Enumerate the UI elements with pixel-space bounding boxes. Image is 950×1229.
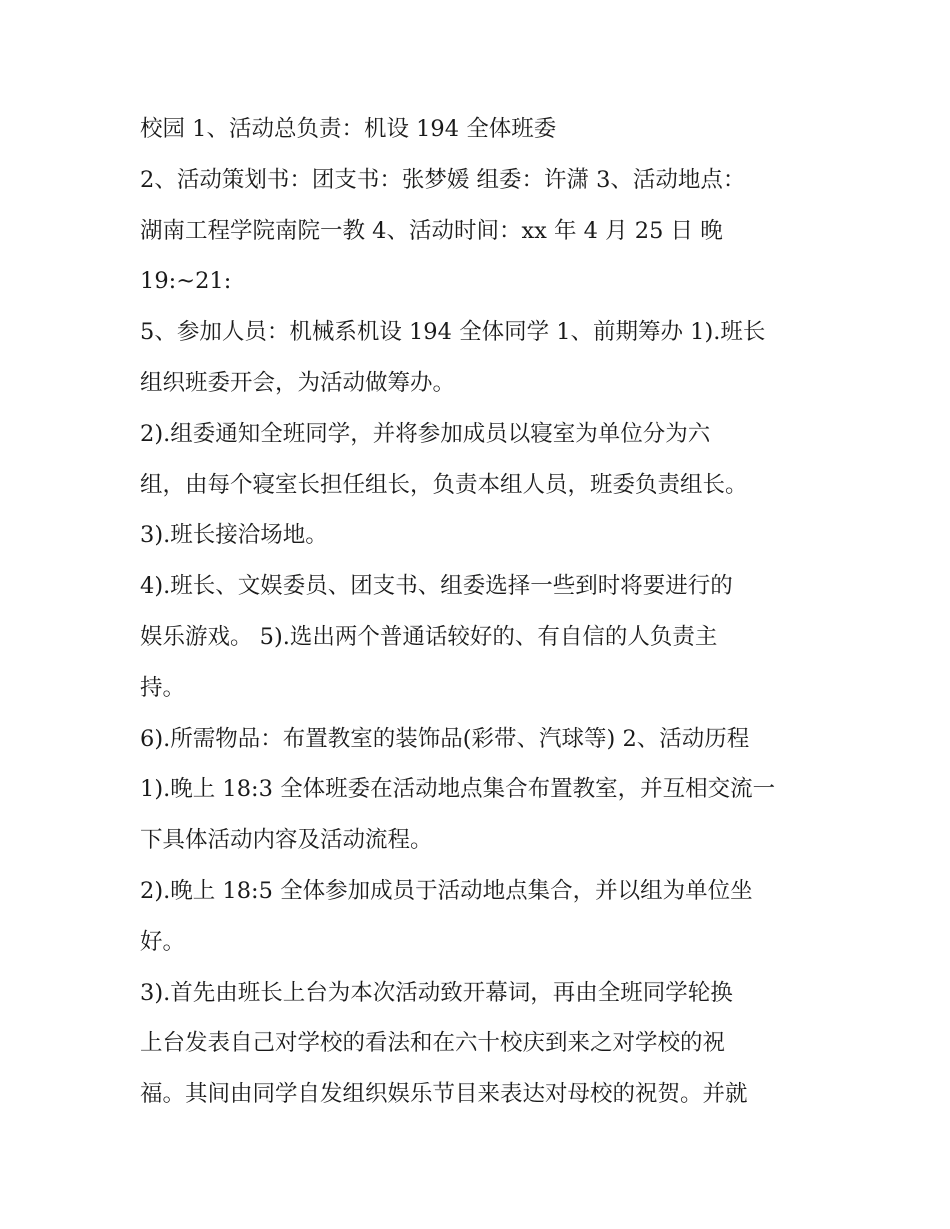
text-line-14: 1).晚上 18:3 全体班委在活动地点集合布置教室，并互相交流一	[140, 776, 776, 803]
text-line-4: 19:~21:	[140, 268, 232, 295]
text-line-2: 2、活动策划书：团支书：张梦媛 组委：许潇 3、活动地点：	[140, 166, 746, 193]
text-line-8: 组，由每个寝室长担任组长，负责本组人员，班委负责组长。	[140, 471, 748, 498]
text-line-9: 3).班长接洽场地。	[140, 522, 328, 549]
text-line-1: 校园 1、活动总负责：机设 194 全体班委	[140, 116, 557, 142]
text-line-15: 下具体活动内容及活动流程。	[140, 827, 433, 854]
text-line-5: 5、参加人员：机械系机设 194 全体同学 1、前期筹办 1).班长	[140, 319, 766, 346]
text-line-17: 好。	[140, 928, 186, 955]
text-line-18: 3).首先由班长上台为本次活动致开幕词，再由全班同学轮换	[140, 979, 733, 1006]
text-line-19: 上台发表自己对学校的看法和在六十校庆到来之对学校的祝	[140, 1030, 726, 1057]
text-line-13: 6).所需物品：布置教室的装饰品(彩带、汽球等) 2、活动历程	[140, 725, 750, 752]
text-line-12: 持。	[140, 674, 186, 701]
text-line-3: 湖南工程学院南院一教 4、活动时间：xx 年 4 月 25 日 晚	[140, 217, 723, 244]
text-line-11: 娱乐游戏。 5).选出两个普通话较好的、有自信的人负责主	[140, 623, 718, 650]
document-body	[140, 108, 820, 1124]
text-line-16: 2).晚上 18:5 全体参加成员于活动地点集合，并以组为单位坐	[140, 877, 753, 904]
text-line-7: 2).组委通知全班同学，并将参加成员以寝室为单位分为六	[140, 420, 711, 447]
text-line-20: 福。其间由同学自发组织娱乐节目来表达对母校的祝贺。并就	[140, 1081, 748, 1108]
text-line-6: 组织班委开会，为活动做筹办。	[140, 369, 456, 396]
text-line-10: 4).班长、文娱委员、团支书、组委选择一些到时将要进行的	[140, 573, 733, 600]
